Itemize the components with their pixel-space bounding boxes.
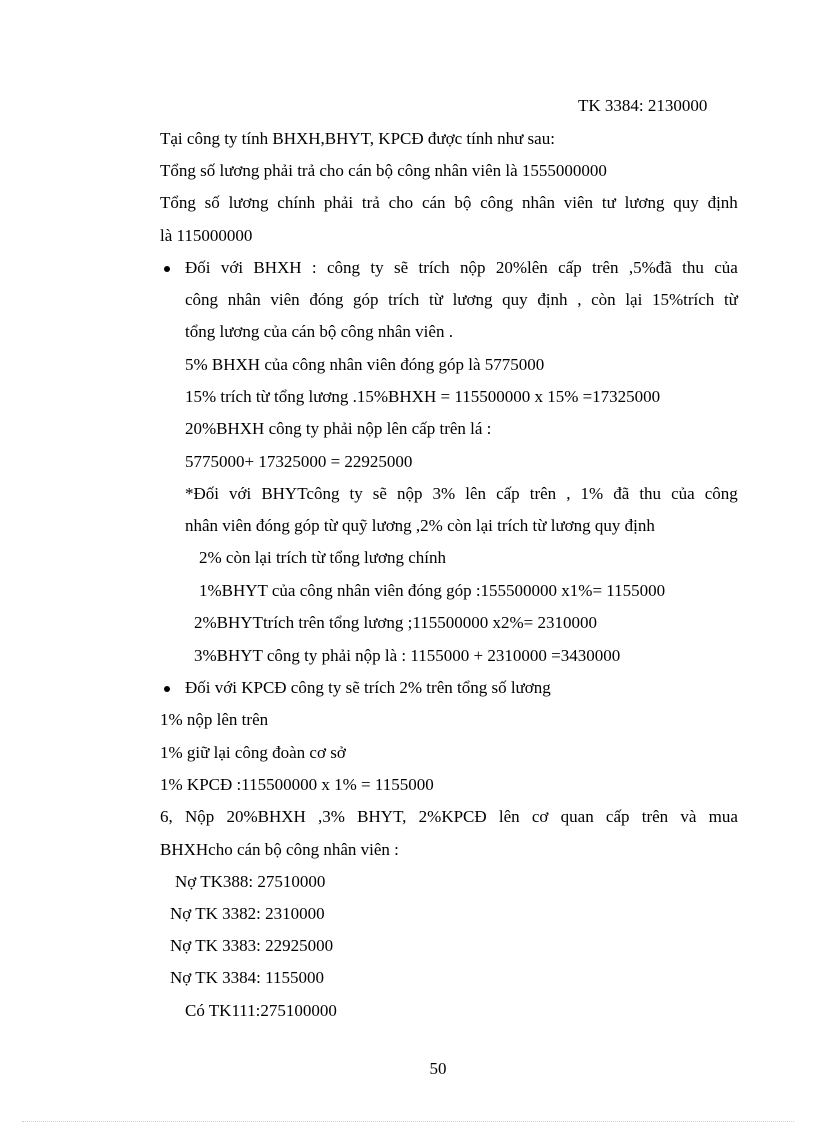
text-line xyxy=(160,192,738,214)
word: đóng xyxy=(309,290,344,309)
word: bộ xyxy=(454,193,472,212)
word: công xyxy=(704,484,738,503)
word: trả xyxy=(361,193,380,212)
text-line: 1% nộp lên trên xyxy=(160,710,269,729)
word: và xyxy=(680,807,697,826)
word: nộp xyxy=(397,484,423,503)
text-line: 3%BHYT công ty phải nộp là : 1155000 + 2310000 =3430000 xyxy=(194,646,621,665)
word: ty xyxy=(370,258,384,277)
word: quy xyxy=(673,193,699,212)
word: quan xyxy=(560,807,594,826)
word: trích xyxy=(418,258,450,277)
word: định xyxy=(537,290,568,309)
text-line: 1%BHYT của công nhân viên đóng góp :155500000 x1%= 1155000 xyxy=(199,581,666,600)
word: với xyxy=(220,258,244,277)
word: số xyxy=(204,193,220,212)
word: công xyxy=(480,193,514,212)
word: lên xyxy=(465,484,487,503)
text-line: Đối với KPCĐ công ty sẽ trích 2% trên tổng số lương xyxy=(185,678,551,697)
text-line: nhân viên đóng góp từ quỹ lương ,2% còn lại trích từ lương quy định xyxy=(185,516,655,535)
word: lên xyxy=(498,807,520,826)
word: thu xyxy=(639,484,662,503)
word: còn xyxy=(591,290,616,309)
text-line: 1% giữ lại công đoàn cơ sở xyxy=(160,743,346,762)
word: Đối xyxy=(185,258,211,277)
word: Tổng xyxy=(160,193,196,212)
word: , xyxy=(577,290,582,309)
word: cấp xyxy=(558,258,582,277)
footer-divider xyxy=(22,1121,794,1122)
word: công xyxy=(185,290,219,309)
word: 15%trích xyxy=(651,290,715,309)
page-number: 50 xyxy=(429,1059,447,1078)
word: nhân xyxy=(227,290,261,309)
word: công xyxy=(327,258,361,277)
word: lương xyxy=(624,193,665,212)
text-line: Nợ TK388: 27510000 xyxy=(175,872,326,891)
word: từ xyxy=(428,290,443,309)
word: từ xyxy=(723,290,738,309)
text-line: Nợ TK 3383: 22925000 xyxy=(170,936,334,955)
word: : xyxy=(311,258,317,277)
word: đã xyxy=(613,484,630,503)
bullet-icon xyxy=(164,266,170,272)
word: , xyxy=(566,484,571,503)
word: *Đối xyxy=(185,484,219,503)
bullet-icon xyxy=(164,686,170,692)
word: trích xyxy=(388,290,420,309)
text-line: 2% còn lại trích từ tổng lương chính xyxy=(199,548,446,567)
word: ,5%đã xyxy=(628,258,672,277)
text-line: tổng lương của cán bộ công nhân viên . xyxy=(185,322,453,341)
word: 1% xyxy=(580,484,604,503)
word: viên xyxy=(270,290,300,309)
text-line: là 115000000 xyxy=(160,226,253,245)
word: mua xyxy=(708,807,738,826)
word: 20%BHXH xyxy=(226,807,306,826)
word: của xyxy=(671,484,695,503)
word: 6, xyxy=(160,807,173,826)
text-line xyxy=(185,483,738,505)
word: nhân xyxy=(521,193,555,212)
word: góp xyxy=(353,290,379,309)
word: định xyxy=(707,193,738,212)
text-line: Tại công ty tính BHXH,BHYT, KPCĐ được tính như sau: xyxy=(160,129,555,148)
text-line: TK 3384: 2130000 xyxy=(578,96,708,115)
word: BHYTcông xyxy=(261,484,340,503)
word: 2%KPCĐ xyxy=(418,807,487,826)
word: Nộp xyxy=(184,807,215,826)
word: lương xyxy=(228,193,269,212)
word: BHXH xyxy=(253,258,302,277)
word: thu xyxy=(682,258,704,277)
word: 3% xyxy=(432,484,456,503)
word: cấp xyxy=(496,484,520,503)
text-line: 20%BHXH công ty phải nộp lên cấp trên lá : xyxy=(185,419,492,438)
word: sẽ xyxy=(372,484,387,503)
word: nộp xyxy=(459,258,486,277)
text-line: Có TK111:275100000 xyxy=(185,1001,337,1020)
word: cấp xyxy=(605,807,630,826)
word: chính xyxy=(277,193,316,212)
text-line: Nợ TK 3382: 2310000 xyxy=(170,904,325,923)
word: trên xyxy=(592,258,619,277)
text-line: Nợ TK 3384: 1155000 xyxy=(170,968,324,987)
text-line xyxy=(185,289,738,311)
text-line xyxy=(160,806,738,828)
word: viên xyxy=(563,193,594,212)
word: cho xyxy=(388,193,414,212)
text-line: 1% KPCĐ :115500000 x 1% = 1155000 xyxy=(160,775,434,794)
word: lương xyxy=(452,290,493,309)
word: quy xyxy=(502,290,528,309)
word: phải xyxy=(323,193,354,212)
text-line: 5775000+ 17325000 = 22925000 xyxy=(185,452,413,471)
word: ty xyxy=(349,484,363,503)
text-line: Tổng số lương phải trả cho cán bộ công nhân viên là 1555000000 xyxy=(160,161,607,180)
word: ,3% xyxy=(318,807,345,826)
text-line: 15% trích từ tổng lương .15%BHXH = 115500000 x 15% =17325000 xyxy=(185,387,661,406)
word: của xyxy=(714,258,738,277)
word: trên xyxy=(641,807,669,826)
word: cán xyxy=(421,193,446,212)
word: 20%lên xyxy=(495,258,548,277)
text-line: 5% BHXH của công nhân viên đóng góp là 5775000 xyxy=(185,355,545,374)
text-line: BHXHcho cán bộ công nhân viên : xyxy=(160,840,399,859)
word: tư xyxy=(601,193,616,212)
word: với xyxy=(229,484,252,503)
text-line: 2%BHYTtrích trên tổng lương ;115500000 x2%= 2310000 xyxy=(194,613,598,632)
word: BHYT, xyxy=(357,807,407,826)
word: cơ xyxy=(531,807,549,826)
word: lại xyxy=(625,290,643,309)
text-line xyxy=(185,257,738,279)
word: sẽ xyxy=(393,258,409,277)
word: trên xyxy=(529,484,557,503)
